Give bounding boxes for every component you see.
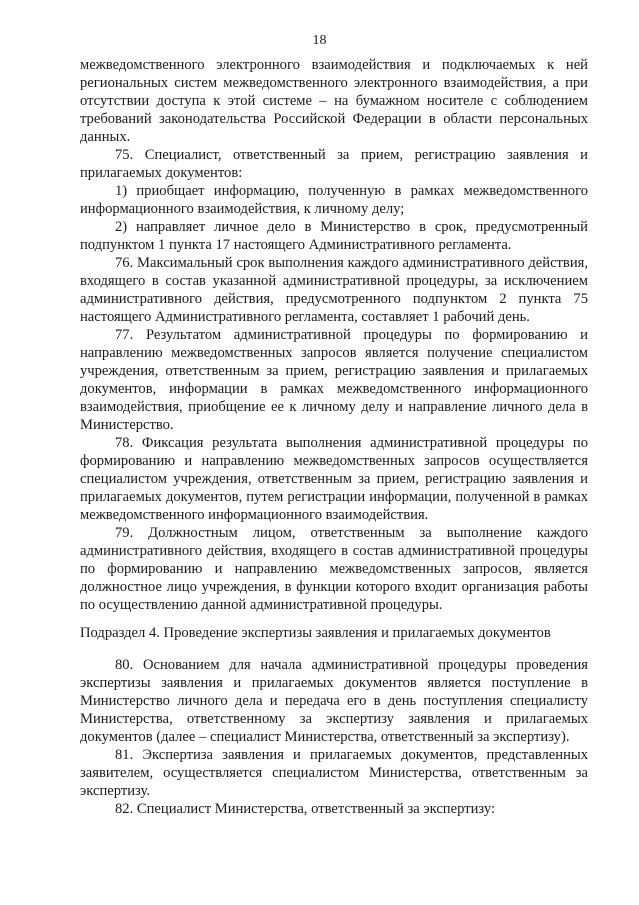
paragraph-75-item-2: 2) направляет личное дело в Министерство в срок, предусмотренный подпунктом 1 пункта 17 настоящего Административного регламента. (80, 219, 588, 253)
paragraph-77: 77. Результатом административной процедуры по формированию и направлению межведомственных запросов является получение специалистом учреждения, ответственным за прием, регистрацию заявления и прилагаемых документов, информации в рамках межведомственного информационного взаимодействия, приобщение ее к личному делу и направление личного дела в Министерство. (80, 327, 588, 433)
paragraph-75: 75. Специалист, ответственный за прием, регистрацию заявления и прилагаемых документов: (80, 147, 588, 181)
document-body (80, 56, 588, 818)
paragraph-81: 81. Экспертиза заявления и прилагаемых документов, представленных заявителем, осуществляется специалистом Министерства, ответственным за экспертизу. (80, 747, 588, 799)
paragraph-76: 76. Максимальный срок выполнения каждого административного действия, входящего в состав указанной административной процедуры, за исключением административного действия, предусмотренного подпунктом 2 пункта 75 настоящего Административного регламента, составляет 1 рабочий день. (80, 255, 588, 325)
section-heading: Подраздел 4. Проведение экспертизы заявления и прилагаемых документов (80, 625, 551, 641)
paragraph-82: 82. Специалист Министерства, ответственный за экспертизу: (115, 801, 495, 817)
page-number: 18 (312, 33, 327, 48)
paragraph-75-item-1: 1) приобщает информацию, полученную в рамках межведомственного информационного взаимодействия, к личному делу; (80, 183, 588, 217)
paragraph-continuation: межведомственного электронного взаимодействия и подключаемых к ней региональных систем межведомственного электронного взаимодействия, а при отсутствии доступа к этой системе – на бумажном носителе с соблюдением требований законодательства Российской Федерации в области персональных данных. (80, 57, 588, 145)
paragraph-78: 78. Фиксация результата выполнения административной процедуры по формированию и направлению межведомственных запросов осуществляется специалистом учреждения, ответственным за прием, регистрацию заявления и прилагаемых документов, путем регистрации информации, полученной в рамках межведомственного информационного взаимодействия. (80, 435, 588, 523)
paragraph-80: 80. Основанием для начала административной процедуры проведения экспертизы заявления и прилагаемых документов является поступление в Министерство личного дела и передача его в день поступления специалисту Министерства, ответственному за экспертизу заявления и прилагаемых документов (далее – специалист Министерства, ответственный за экспертизу). (80, 657, 588, 745)
paragraph-79: 79. Должностным лицом, ответственным за выполнение каждого административного действия, входящего в состав административной процедуры по формированию и направлению межведомственных запросов, является должностное лицо учреждения, в функции которого входит организация работы по осуществлению данной административной процедуры. (80, 525, 588, 613)
